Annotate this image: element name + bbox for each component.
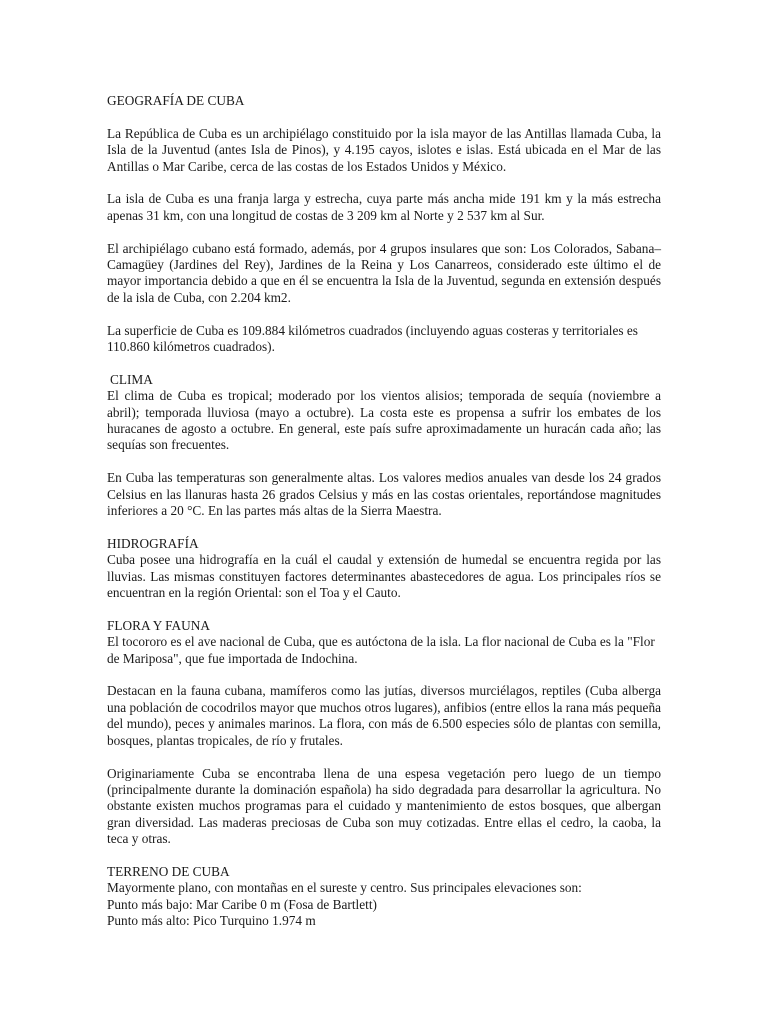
terreno-line: Punto más bajo: Mar Caribe 0 m (Fosa de Bartlett) [107, 896, 377, 912]
document-title: GEOGRAFÍA DE CUBA [107, 93, 245, 108]
document-page [107, 93, 661, 930]
flora-fauna-paragraph: Originariamente Cuba se encontraba llena de una espesa vegetación pero luego de un tiempo (principalmente durante la dominación española) ha sido degradada para desarrollar la agricultura. No obstante existen muchos programas para el cuidado y mantenimiento de estos bosques, que albergan gran diversidad. Las maderas preciosas de Cuba son muy cotizadas. Entre ellas el cedro, la caoba, la teca y otras. [107, 765, 661, 847]
section-heading-terreno: TERRENO DE CUBA [107, 863, 230, 879]
intro-paragraph: La República de Cuba es un archipiélago constituido por la isla mayor de las Antillas llamada Cuba, la Isla de la Juventud (antes Isla de Pinos), y 4.195 cayos, islotes e islas. Está ubicada en el Mar de las Antillas o Mar Caribe, cerca de las costas de los Estados Unidos y México. [107, 125, 661, 174]
clima-paragraph: En Cuba las temperaturas son generalmente altas. Los valores medios anuales van desde los 24 grados Celsius en las llanuras hasta 26 grados Celsius y más en las costas orientales, reportándose magnitudes inferiores a 20 °C. En las partes más altas de la Sierra Maestra. [107, 470, 661, 519]
intro-paragraph: La superficie de Cuba es 109.884 kilómetros cuadrados (incluyendo aguas costeras y territoriales es 110.860 kilómetros cuadrados). [107, 322, 638, 355]
intro-paragraph: El archipiélago cubano está formado, además, por 4 grupos insulares que son: Los Colorados, Sabana–Camagüey (Jardines del Rey), Jardines de la Reina y Los Canarreos, considerado este último el de mayor importancia debido a que en él se encuentra la Isla de la Juventud, segunda en extensión después de la isla de Cuba, con 2.204 km2. [107, 240, 661, 305]
section-heading-hidrografia: HIDROGRAFÍA [107, 535, 199, 551]
section-heading-flora-fauna: FLORA Y FAUNA [107, 617, 210, 633]
terreno-line: Mayormente plano, con montañas en el sureste y centro. Sus principales elevaciones son: [107, 880, 582, 896]
flora-fauna-paragraph: Destacan en la fauna cubana, mamíferos como las jutías, diversos murciélagos, reptiles (Cuba alberga una población de cocodrilos mayor que muchos otros lugares), anfibios (entre ellos la rana más pequeña del mundo), peces y animales marinos. La flora, con más de 6.500 especies sólo de plantas con semilla, bosques, plantas tropicales, de río y frutales. [107, 683, 661, 748]
clima-paragraph: El clima de Cuba es tropical; moderado por los vientos alisios; temporada de sequía (noviembre a abril); temporada lluviosa (mayo a octubre). La costa este es propensa a sufrir los embates de los huracanes de agosto a octubre. En general, este país sufre aproximadamente un huracán cada año; las sequías son frecuentes. [107, 388, 661, 453]
section-heading-clima: CLIMA [110, 371, 153, 387]
intro-paragraph: La isla de Cuba es una franja larga y estrecha, cuya parte más ancha mide 191 km y la más estrecha apenas 31 km, con una longitud de costas de 3 209 km al Norte y 2 537 km al Sur. [107, 191, 661, 223]
flora-fauna-paragraph: El tocororo es el ave nacional de Cuba, que es autóctona de la isla. La flor nacional de Cuba es la "Flor de Mariposa", que fue importada de Indochina. [107, 634, 655, 666]
hidrografia-paragraph: Cuba posee una hidrografía en la cuál el caudal y extensión de humedal se encuentra regida por las lluvias. Las mismas constituyen factores determinantes abastecedores de agua. Los principales ríos se encuentran en la región Oriental: son el Toa y el Cauto. [107, 552, 661, 601]
terreno-line: Punto más alto: Pico Turquino 1.974 m [107, 913, 316, 929]
